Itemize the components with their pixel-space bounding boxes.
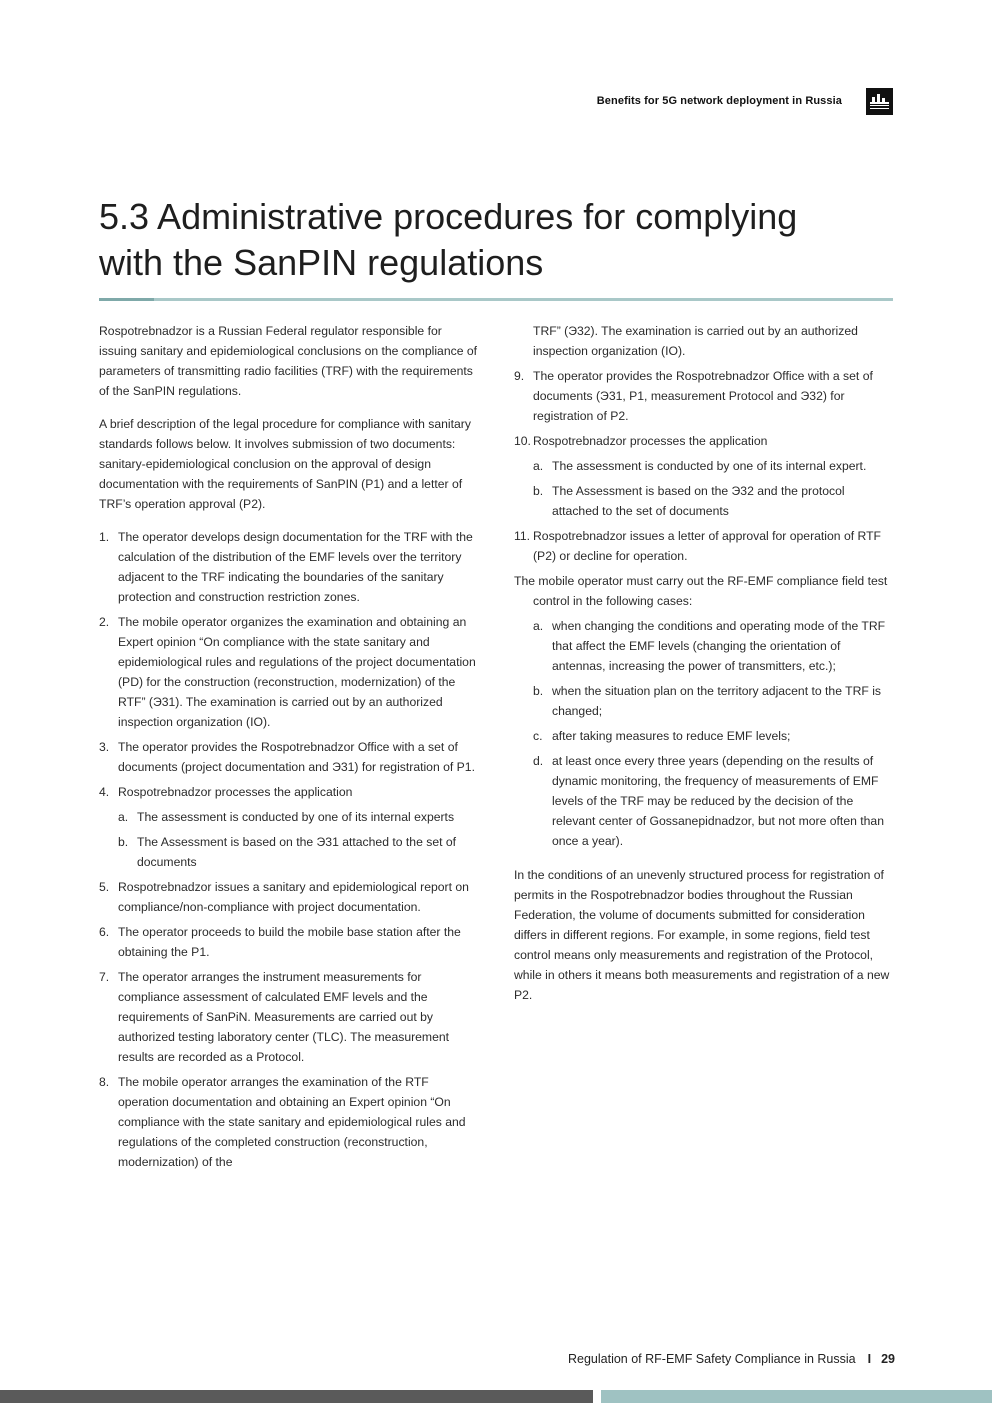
list-item-continuation: TRF” (Э32). The examination is carried out by an authorized inspection organization (IO). xyxy=(533,324,858,358)
building-icon xyxy=(866,88,893,115)
case-item xyxy=(514,751,894,851)
list-number: 1. xyxy=(99,530,110,544)
case-item xyxy=(514,681,894,721)
list-text: The mobile operator organizes the examination and obtaining an Expert opinion “On compliance with the state sanitary and epidemiological rules and regulations of the project documentation (PD) for the construction (reconstruction, modernization) of the RTF” (Э31). The examination is carried out by an authorized inspection organization (IO). xyxy=(118,615,476,729)
sub-list-item xyxy=(514,456,894,476)
footer-separator: I xyxy=(867,1352,872,1366)
footer-title: Regulation of RF-EMF Safety Compliance in Russia xyxy=(567,1352,856,1366)
page-number: 29 xyxy=(881,1352,895,1366)
list-text: Rospotrebnadzor issues a sanitary and epidemiological report on compliance/non-compliance with project documentation. xyxy=(118,880,469,914)
list-item xyxy=(99,612,479,732)
closing-paragraph: In the conditions of an unevenly structured process for registration of permits in the Rospotrebnadzor bodies throughout the Russian Federation, the volume of documents submitted for consideration differs in different regions. For example, in some regions, field test control means only measurements and registration of the Protocol, while in others it means both measurements and registration of a new P2. xyxy=(514,868,890,1002)
list-text: The operator develops design documentation for the TRF with the calculation of the distribution of the EMF levels over the territory adjacent to the TRF indicating the boundaries of the sanitary protection and construction restriction zones. xyxy=(118,530,473,604)
list-text: Rospotrebnadzor issues a letter of approval for operation of RTF (P2) or decline for operation. xyxy=(533,529,881,563)
list-text: when the situation plan on the territory adjacent to the TRF is changed; xyxy=(552,684,882,718)
title-divider xyxy=(99,298,893,301)
footer-bar-teal xyxy=(601,1390,992,1403)
sub-list-item xyxy=(514,481,894,521)
page-footer xyxy=(568,1352,895,1366)
list-item xyxy=(514,526,894,566)
list-number: 7. xyxy=(99,970,110,984)
list-item xyxy=(99,737,479,777)
list-text: The operator provides the Rospotrebnadzor Office with a set of documents (Э31, P1, measurement Protocol and Э32) for registration of P2. xyxy=(533,369,873,423)
case-item xyxy=(514,616,894,676)
page-title xyxy=(99,194,899,286)
list-text: Rospotrebnadzor processes the application xyxy=(118,785,353,799)
list-item xyxy=(99,1072,479,1172)
list-letter: b. xyxy=(118,835,129,849)
running-header: Benefits for 5G network deployment in Russia xyxy=(596,95,842,107)
list-text: The mobile operator arranges the examination of the RTF operation documentation and obtaining an Expert opinion “On compliance with the state sanitary and epidemiological rules and regulations of the completed construction (reconstruction, modernization) of the xyxy=(118,1075,466,1169)
list-text: Rospotrebnadzor processes the application xyxy=(533,434,768,448)
list-text: The operator arranges the instrument measurements for compliance assessment of calculated EMF levels and the requirements of SanPiN. Measurements are carried out by authorized testing laboratory center (TLC). The measurement results are recorded as a Protocol. xyxy=(118,970,450,1064)
page-title-line2: with the SanPIN regulations xyxy=(99,242,544,283)
list-text: The operator proceeds to build the mobile base station after the obtaining the P1. xyxy=(118,925,461,959)
list-letter: d. xyxy=(533,754,544,768)
right-column xyxy=(514,321,894,1018)
rf-emf-intro: The mobile operator must carry out the RF-EMF compliance field test control in the following cases: xyxy=(514,574,888,608)
list-number: 3. xyxy=(99,740,110,754)
list-text: after taking measures to reduce EMF levels; xyxy=(552,729,791,743)
list-letter: a. xyxy=(533,619,544,633)
list-number: 11. xyxy=(514,529,531,543)
list-item xyxy=(514,366,894,426)
list-number: 5. xyxy=(99,880,110,894)
intro-paragraph-1: Rospotrebnadzor is a Russian Federal regulator responsible for issuing sanitary and epidemiological conclusions on the compliance of parameters of transmitting radio facilities (TRF) with the requirements of the SanPIN regulations. xyxy=(99,324,478,398)
intro-paragraph-2: A brief description of the legal procedure for compliance with sanitary standards follows below. It involves submission of two documents: sanitary-epidemiological conclusion on the approval of design documentation with the requirements of SanPIN (P1) and a letter of TRF’s operation approval (P2). xyxy=(99,417,471,511)
list-text: The operator provides the Rospotrebnadzor Office with a set of documents (project documentation and Э31) for registration of P1. xyxy=(118,740,475,774)
list-text: The Assessment is based on the Э32 and the protocol attached to the set of documents xyxy=(552,484,845,518)
list-item xyxy=(99,527,479,607)
list-letter: a. xyxy=(118,810,129,824)
list-letter: a. xyxy=(533,459,544,473)
list-text: at least once every three years (depending on the results of dynamic monitoring, the frequency of measurements of EMF levels of the TRF may be reduced by the decision of the relevant center of Gossanepidnadzor, but not more often than once a year). xyxy=(552,754,884,848)
list-number: 9. xyxy=(514,369,525,383)
list-number: 2. xyxy=(99,615,110,629)
title-divider-accent xyxy=(99,298,154,301)
list-item xyxy=(99,877,479,917)
list-text: The assessment is conducted by one of its internal expert. xyxy=(552,459,867,473)
footer-bar-dark xyxy=(0,1390,593,1403)
list-number: 10. xyxy=(514,434,531,448)
list-item xyxy=(99,967,479,1067)
case-item xyxy=(514,726,894,746)
list-text: The assessment is conducted by one of its internal experts xyxy=(137,810,455,824)
list-number: 8. xyxy=(99,1075,110,1089)
list-number: 4. xyxy=(99,785,110,799)
list-letter: b. xyxy=(533,484,544,498)
sub-list-item xyxy=(99,832,479,872)
page-title-line1: 5.3 Administrative procedures for complying xyxy=(99,196,798,237)
list-letter: c. xyxy=(533,729,543,743)
left-column xyxy=(99,321,479,1177)
list-letter: b. xyxy=(533,684,544,698)
list-text: The Assessment is based on the Э31 attached to the set of documents xyxy=(137,835,457,869)
list-item xyxy=(514,431,894,451)
list-item xyxy=(99,782,479,802)
list-item xyxy=(99,922,479,962)
list-text: when changing the conditions and operating mode of the TRF that affect the EMF levels (changing the orientation of antennas, increasing the power of transmitters, etc.); xyxy=(552,619,886,673)
list-number: 6. xyxy=(99,925,110,939)
sub-list-item xyxy=(99,807,479,827)
